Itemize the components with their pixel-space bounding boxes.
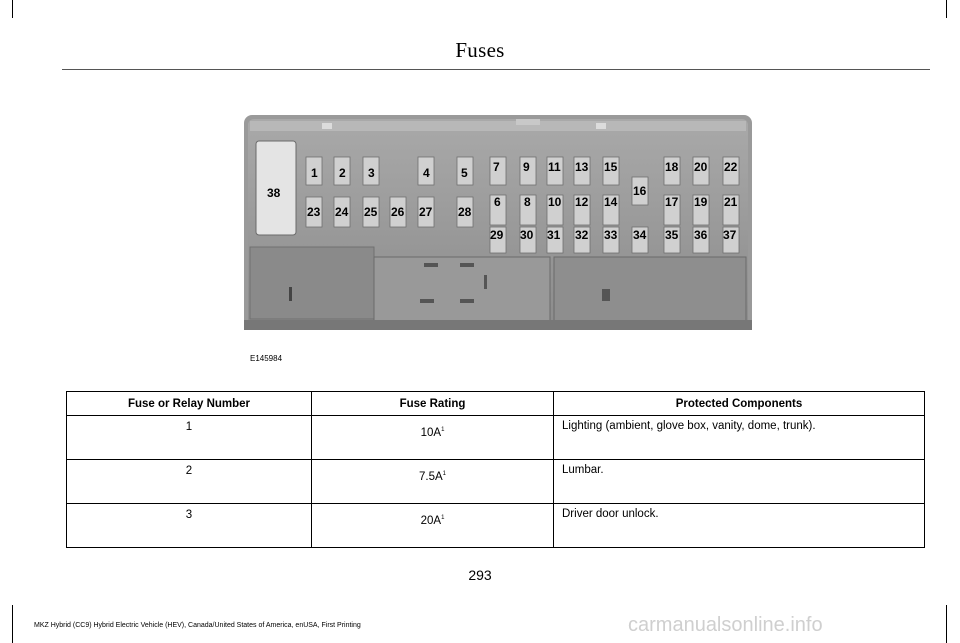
fuse-rating: 7.5A [418, 471, 443, 483]
footnote-marker: 1 [441, 427, 445, 434]
fuse-rating: 10A [420, 427, 442, 439]
fuse-label-15: 15 [604, 160, 618, 174]
fuse-label-20: 20 [694, 160, 708, 174]
fuse-label-4: 4 [423, 166, 430, 180]
column-header-components: Protected Components [554, 392, 925, 416]
table-row [67, 504, 925, 548]
fuse-label-3: 3 [368, 166, 375, 180]
fuse-label-38: 38 [267, 186, 281, 200]
fuse-label-1: 1 [311, 166, 318, 180]
crop-mark-top-right [946, 0, 947, 18]
fuse-label-11: 11 [548, 160, 561, 174]
fuse-label-18: 18 [665, 160, 679, 174]
fuse-label-10: 10 [548, 195, 562, 209]
fuse-number-cell: 3 [67, 504, 312, 548]
fuse-label-2: 2 [339, 166, 346, 180]
fuse-label-35: 35 [665, 228, 679, 242]
fuse-label-28: 28 [458, 205, 472, 219]
fuse-rating-cell [312, 416, 554, 460]
fuse-label-7: 7 [493, 160, 500, 174]
fuse-label-30: 30 [520, 228, 534, 242]
fuse-label-24: 24 [335, 205, 349, 219]
fuse-label-33: 33 [604, 228, 618, 242]
table-row [67, 416, 925, 460]
table-header-row [67, 392, 925, 416]
crop-mark-top-left [12, 0, 13, 18]
crop-mark-bottom-left [12, 605, 13, 643]
publication-footer: MKZ Hybrid (CC9) Hybrid Electric Vehicle (HEV), Canada/United States of America, enUSA, First Printing [34, 622, 361, 629]
fuse-label-17: 17 [665, 195, 679, 209]
fuse-label-14: 14 [604, 195, 618, 209]
fuse-label-34: 34 [633, 228, 647, 242]
fuse-label-37: 37 [723, 228, 737, 242]
fuse-label-32: 32 [575, 228, 589, 242]
protected-components-cell: Driver door unlock. [554, 504, 925, 548]
protected-components-cell: Lighting (ambient, glove box, vanity, dome, trunk). [554, 416, 925, 460]
fuse-label-29: 29 [490, 228, 504, 242]
fuse-label-21: 21 [724, 195, 738, 209]
fuse-rating-cell [312, 460, 554, 504]
fuse-label-12: 12 [575, 195, 589, 209]
fuse-label-5: 5 [461, 166, 468, 180]
fuse-label-36: 36 [694, 228, 708, 242]
fuse-label-22: 22 [724, 160, 738, 174]
fuse-rating: 20A [420, 515, 442, 527]
figure-code: E145984 [250, 354, 283, 363]
fuse-rating-cell [312, 504, 554, 548]
fuse-label-27: 27 [419, 205, 433, 219]
page-title: Fuses [455, 38, 505, 62]
fuse-label-13: 13 [575, 160, 589, 174]
fuse-label-9: 9 [523, 160, 530, 174]
fuse-panel-diagram [244, 115, 752, 330]
fuse-label-6: 6 [494, 195, 501, 209]
fuse-label-23: 23 [307, 205, 321, 219]
footnote-marker: 1 [442, 471, 446, 478]
fuse-label-8: 8 [524, 195, 531, 209]
watermark: carmanualsonline.info [628, 614, 823, 636]
page-number: 293 [468, 567, 492, 583]
header-rule [62, 69, 930, 70]
fuse-label-19: 19 [694, 195, 708, 209]
table-row [67, 460, 925, 504]
fuse-label-16: 16 [633, 184, 647, 198]
fuse-label-31: 31 [547, 228, 561, 242]
column-header-number: Fuse or Relay Number [67, 392, 312, 416]
fuse-label-26: 26 [391, 205, 405, 219]
crop-mark-bottom-right [946, 605, 947, 643]
column-header-rating: Fuse Rating [312, 392, 554, 416]
fuse-number-cell: 2 [67, 460, 312, 504]
footnote-marker: 1 [441, 515, 445, 522]
fuse-table [66, 391, 925, 548]
protected-components-cell: Lumbar. [554, 460, 925, 504]
fuse-number-cell: 1 [67, 416, 312, 460]
fuse-label-25: 25 [364, 205, 378, 219]
